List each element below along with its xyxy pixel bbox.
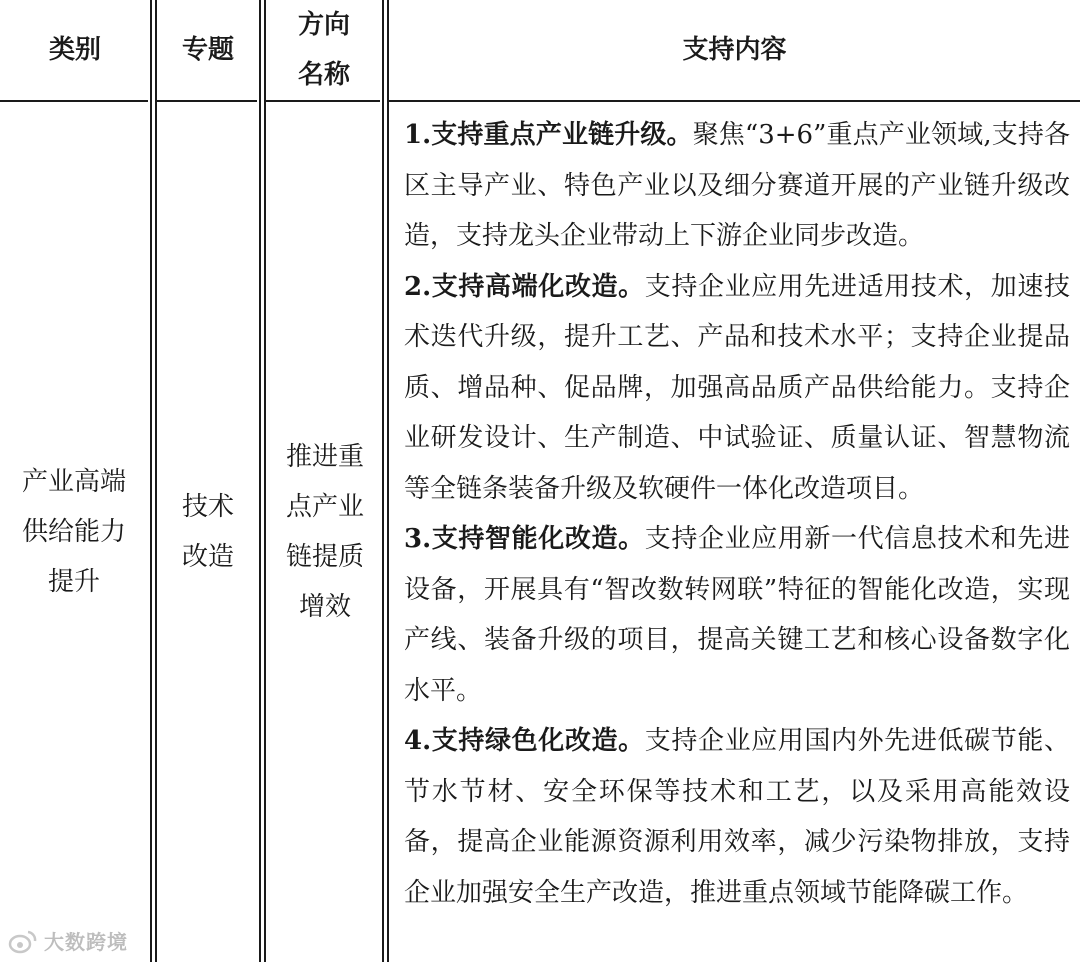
column-divider <box>155 0 157 962</box>
support-item-1 <box>404 110 1070 262</box>
support-item-text: 支持企业应用先进适用技术，加速技术迭代升级，提升工艺、产品和技术水平；支持企业提品质、增品种、促品牌，加强高品质产品供给能力。支持企业研发设计、生产制造、中试验证、质量认证、智慧物流等全链条装备升级及软硬件一体化改造项目。 <box>404 271 1070 504</box>
column-divider <box>150 0 152 962</box>
header-direction: 方向名称 <box>297 10 350 90</box>
support-item-3 <box>404 514 1070 716</box>
support-item-2 <box>404 262 1070 515</box>
watermark <box>8 926 128 955</box>
support-item-text: 支持企业应用新一代信息技术和先进设备，开展具有“智改数转网联”特征的智能化改造，实现产线、装备升级的项目，提高关键工艺和核心设备数字化水平。 <box>404 524 1070 706</box>
cell-direction: 推进重点产业链提质增效 <box>285 442 364 622</box>
cell-topic: 技术改造 <box>181 492 234 572</box>
support-item-text: 聚焦“3+6”重点产业领域,支持各区主导产业、特色产业以及细分赛道开展的产业链升级改造，支持龙头企业带动上下游企业同步改造。 <box>404 120 1070 251</box>
header-content: 支持内容 <box>682 35 787 65</box>
support-item-text: 支持企业应用国内外先进低碳节能、节水节材、安全环保等技术和工艺，以及采用高能效设备，提高企业能源资源利用效率，减少污染物排放，支持企业加强安全生产改造，推进重点领域节能降碳工作。 <box>404 726 1070 908</box>
watermark-text: 大数跨境 <box>44 930 128 954</box>
column-divider <box>387 0 389 962</box>
row-divider <box>389 100 1080 102</box>
support-item-lead: 3.支持智能化改造。 <box>404 524 645 554</box>
header-category: 类别 <box>48 35 101 65</box>
support-item-lead: 4.支持绿色化改造。 <box>404 726 645 756</box>
column-divider <box>382 0 384 962</box>
support-item-lead: 1.支持重点产业链升级。 <box>404 120 693 150</box>
support-item-lead: 2.支持高端化改造。 <box>404 271 645 302</box>
cell-category: 产业高端供给能力提升 <box>21 467 126 597</box>
column-divider <box>259 0 261 962</box>
support-content <box>404 110 1070 918</box>
support-item-4 <box>404 716 1070 918</box>
weibo-style-logo-icon <box>8 928 38 954</box>
header-topic: 专题 <box>181 35 234 65</box>
column-divider <box>264 0 266 962</box>
